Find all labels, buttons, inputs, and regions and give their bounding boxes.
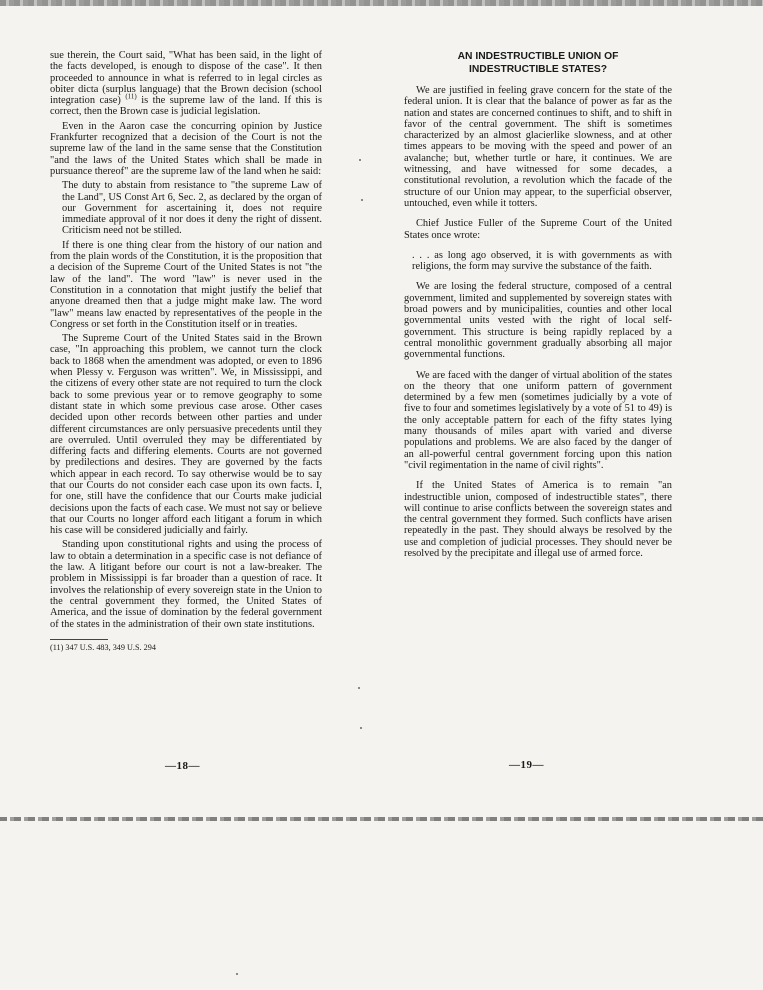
scan-speck — [359, 159, 361, 161]
footnote-ref: (11) — [125, 92, 137, 101]
footnote-divider — [50, 639, 108, 640]
right-paragraph-5: If the United States of America is to remain "an indestructible union, composed of indestructible states", there will continue to arise conflicts between the sovereign states and the central government they formed. Such conflicts have arisen repeatedly in the past. They should always be resolved by the use and completion of judicial processes. They should never be resolved by the precipitate and illegal use of armed force. — [404, 480, 672, 559]
scan-speck — [360, 727, 362, 729]
scan-speck — [236, 973, 238, 975]
left-paragraph-2: Even in the Aaron case the concurring opinion by Justice Frankfurter recognized that a decision of the Court is not the supreme law of the land in the same sense that the Constitution "and the laws of the United States which shall be made in pursuance thereof" are the supreme law of the land when he said: — [50, 120, 322, 177]
scan-speck — [361, 199, 363, 201]
scan-fold-line — [0, 817, 763, 821]
right-column — [404, 50, 672, 568]
left-paragraph-5: Standing upon constitutional rights and using the process of law to obtain a determination in a specific case is not defiance of the law. A litigant before our court is not a law-breaker. The problem in Mississippi is far broader than a question of race. It involves the relationship of every sovereign state in the Union to the central government they formed, the United States of America, and the issue of domination by the federal government of the states in the administration of their own state institutions. — [50, 539, 322, 630]
heading-line-2: INDESTRUCTIBLE STATES? — [468, 64, 608, 75]
frankfurter-quote: The duty to abstain from resistance to "the supreme Law of the Land", US Const Art 6, Sec. 2, as declared by the organ of our Government for ascertaining it, does not require immediate approval of it nor does it deny the right of dissent. Criticism need not be stilled. — [62, 180, 322, 237]
section-heading — [404, 50, 672, 76]
page-number-left: —18— — [165, 760, 200, 772]
heading-line-1: AN INDESTRUCTIBLE UNION OF — [457, 51, 619, 62]
left-paragraph-1 — [50, 50, 322, 118]
right-paragraph-2: Chief Justice Fuller of the Supreme Court of the United States once wrote: — [404, 218, 672, 241]
left-paragraph-4: The Supreme Court of the United States said in the Brown case, "In approaching this problem, we cannot turn the clock back to 1868 when the amendment was adopted, or even to 1896 when Plessy v. Ferguson was written". We, in Mississippi, and the citizens of every other state are not required to turn the clock back to some previous year or to remove geography to some distant state in which some previous case arose. Other cases decided upon other records between other parties and under different circumstances are only persuasive precedents until they are overruled. Until overruled they may be differentiated by differing facts and differing elements. Courts are not governed by predilections and desires. They are governed by the facts which appear in each record. To say otherwise would be to say that our Courts do not consider each case upon its own facts. I, for one, still have the confidence that our Courts make judicial decisions upon the facts of each case. We must not say or believe that our Courts no longer afford each litigant a forum in which his case will be considered judicially and fairly. — [50, 333, 322, 537]
fuller-quote: . . . as long ago observed, it is with governments as with religions, the form may survive the substance of the faith. — [412, 249, 672, 273]
right-paragraph-1: We are justified in feeling grave concern for the state of the federal union. It is clear that the balance of power as far as the nation and states are concerned continues to shift, and to shift in favor of the central government. The shift is sometimes characterized by an almost glacierlike slowness, and at other times appears to be moving with the speed and power of an avalanche; but, whether turtle or hare, it continues. We are witnessing, and have witnessed for some decades, a constitutional revolution, a revolution which the facade of the structure of our Union may appear, to the superficial observer, untouched, even while it totters. — [404, 85, 672, 209]
page-number-right: —19— — [509, 759, 544, 771]
right-paragraph-3: We are losing the federal structure, composed of a central government, limited and supplemented by sovereign states with broad powers and by municipalities, counties and other local governmental units vested with the right of local self-government. This structure is being rapidly replaced by a central monolithic government gradually absorbing all major governmental functions. — [404, 281, 672, 361]
left-paragraph-1-text: sue therein, the Court said, "What has been said, in the light of the facts developed, is enough to dispose of the case". It then proceeded to announce in what is referred to in legal circles as obiter dicta (surplus language) that the Brown decision (school integration case) — [50, 50, 322, 107]
left-column — [50, 50, 322, 653]
footnote: (11) 347 U.S. 483, 349 U.S. 294 — [50, 642, 156, 652]
scan-edge-top — [0, 0, 763, 6]
right-paragraph-4: We are faced with the danger of virtual abolition of the states on the theory that one uniform pattern of government determined by a few men (sometimes judicially by a vote of five to four and sometimes legislatively by a vote of 51 to 49) is the only acceptable pattern for each of the fifty states lying many thousands of miles apart with varied and diverse populations and problems. We are also faced by the danger of an all-powerful central government forcing upon this nation "civil regimentation in the name of civil rights". — [404, 369, 672, 471]
left-paragraph-1-cont: is the supreme law of the land. If this is correct, then the Brown case is judicial legislation. — [50, 95, 322, 118]
scan-speck — [358, 687, 360, 689]
left-paragraph-3: If there is one thing clear from the history of our nation and from the plain words of the Constitution, it is the proposition that a decision of the Supreme Court of the United States is not "the law of the land". The word "law" is never used in the Constitution in a connotation that might justify the belief that anyone dreamed then that a judge might make law. The word "law" means law enacted by representatives of the people in the Congress or set forth in the Constitution itself or in treaties. — [50, 239, 322, 330]
